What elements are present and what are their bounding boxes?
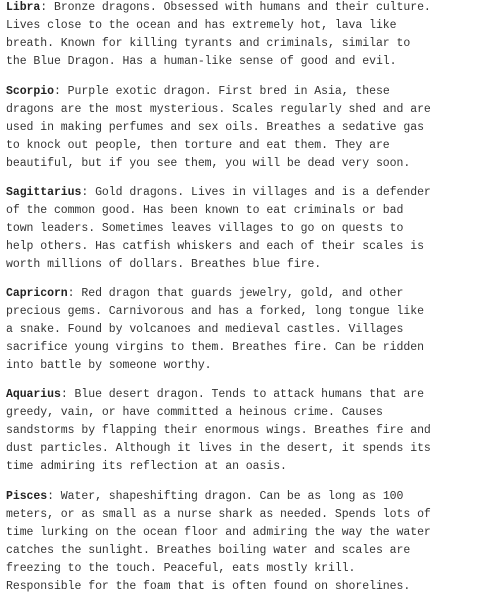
- entry-line: breath. Known for killing tyrants and criminals, similar to: [6, 37, 411, 50]
- entry-line: dust particles. Although it lives in the desert, it spends its: [6, 442, 431, 455]
- entry-text: : Gold dragons. Lives in villages and is a defender: [81, 186, 431, 199]
- entry-first-line: [6, 0, 486, 17]
- entry-sagittarius: [6, 184, 486, 274]
- entry-line: catches the sunlight. Breathes boiling water and scales are: [6, 544, 411, 557]
- entry-capricorn: [6, 285, 486, 375]
- entry-line: sandstorms by flapping their enormous wings. Breathes fire and: [6, 424, 431, 437]
- entry-line: town leaders. Sometimes leaves villages to go on quests to: [6, 222, 404, 235]
- entry-line: into battle by someone worthy.: [6, 359, 212, 372]
- entry-text: : Purple exotic dragon. First bred in Asia, these: [53, 85, 390, 98]
- entry-first-line: [6, 488, 486, 506]
- entry-text: : Bronze dragons. Obsessed with humans and their culture.: [40, 1, 431, 14]
- entry-line: sacrifice young virgins to them. Breathes fire. Can be ridden: [6, 341, 424, 354]
- entry-line: Responsible for the foam that is often found on shorelines.: [6, 580, 411, 593]
- sign-name: Libra: [6, 1, 41, 14]
- entry-scorpio: [6, 83, 486, 173]
- entry-line: worth millions of dollars. Breathes blue fire.: [6, 258, 322, 271]
- sign-name: Sagittarius: [6, 186, 82, 199]
- entry-line: time admiring its reflection at an oasis.: [6, 460, 287, 473]
- entry-line: meters, or as small as a nurse shark as needed. Spends lots of: [6, 508, 431, 521]
- entry-line: precious gems. Carnivorous and has a forked, long tongue like: [6, 305, 424, 318]
- sign-name: Capricorn: [6, 287, 68, 300]
- entry-text: : Blue desert dragon. Tends to attack humans that are: [60, 388, 424, 401]
- entry-line: greedy, vain, or have committed a heinous crime. Causes: [6, 406, 383, 419]
- sign-name: Scorpio: [6, 85, 54, 98]
- entry-first-line: [6, 184, 486, 202]
- entry-pisces: [6, 488, 486, 596]
- entry-text: : Red dragon that guards jewelry, gold, and other: [67, 287, 404, 300]
- entry-first-line: [6, 386, 486, 404]
- entry-text: : Water, shapeshifting dragon. Can be as long as 100: [47, 490, 404, 503]
- entry-first-line: [6, 285, 486, 303]
- entry-libra: [6, 0, 486, 71]
- sign-name: Aquarius: [6, 388, 61, 401]
- entry-line: used in making perfumes and sex oils. Breathes a sedative gas: [6, 121, 424, 134]
- entry-line: the Blue Dragon. Has a human-like sense of good and evil.: [6, 55, 397, 68]
- entry-line: a snake. Found by volcanoes and medieval castles. Villages: [6, 323, 404, 336]
- entry-line: dragons are the most mysterious. Scales regularly shed and are: [6, 103, 431, 116]
- entry-first-line: [6, 83, 486, 101]
- entry-line: Lives close to the ocean and has extremely hot, lava like: [6, 19, 397, 32]
- entry-line: of the common good. Has been known to eat criminals or bad: [6, 204, 404, 217]
- entry-line: time lurking on the ocean floor and admiring the way the water: [6, 526, 431, 539]
- entry-line: beautiful, but if you see them, you will be dead very soon.: [6, 157, 411, 170]
- entry-line: help others. Has catfish whiskers and each of their scales is: [6, 240, 424, 253]
- entry-line: freezing to the touch. Peaceful, eats mostly krill.: [6, 562, 356, 575]
- sign-name: Pisces: [6, 490, 48, 503]
- entry-aquarius: [6, 386, 486, 476]
- entry-line: to knock out people, then torture and eat them. They are: [6, 139, 390, 152]
